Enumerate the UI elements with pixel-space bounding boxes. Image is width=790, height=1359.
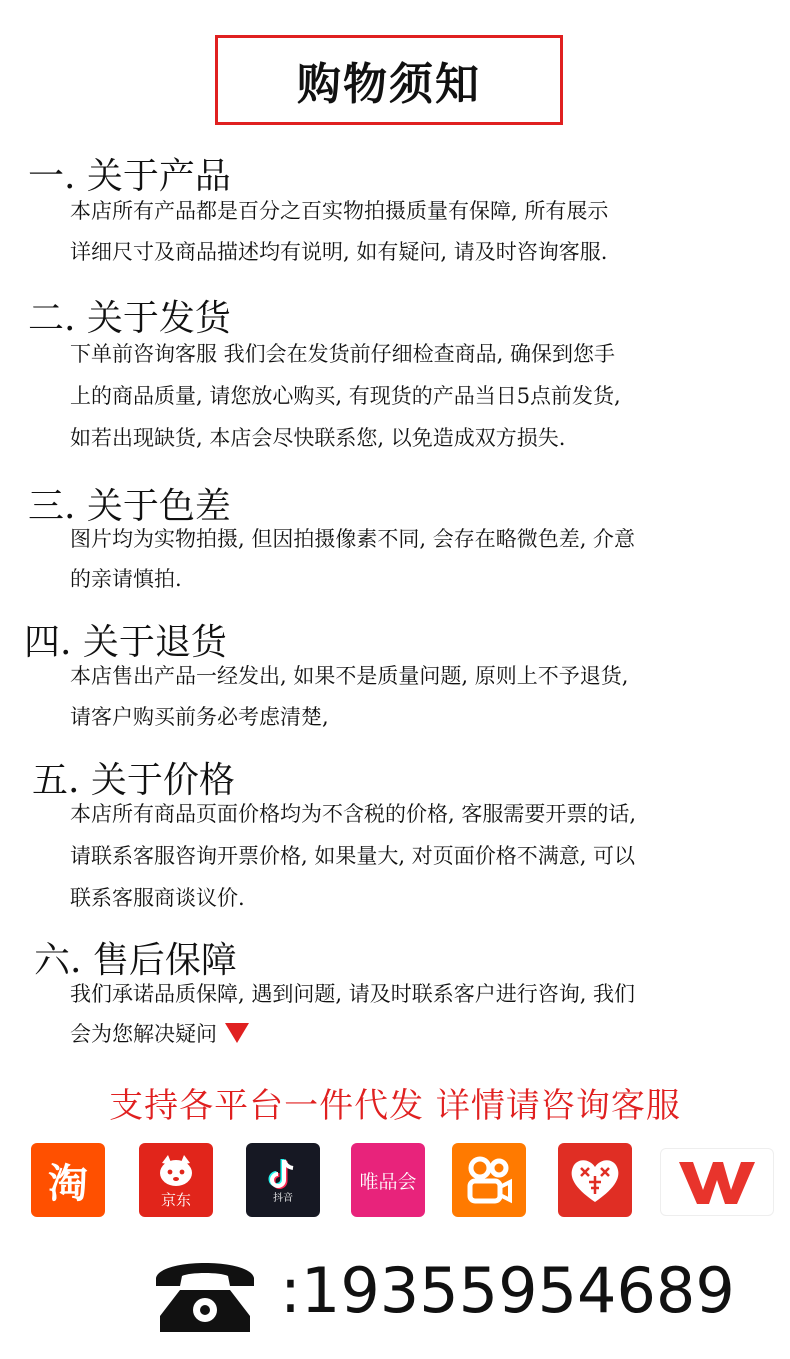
section-line: 本店所有商品页面价格均为不含税的价格, 客服需要开票的话,: [70, 802, 637, 826]
section-heading: 五. 关于价格: [32, 760, 235, 801]
section-heading: 二. 关于发货: [28, 298, 231, 339]
section-heading: 六. 售后保障: [34, 940, 237, 981]
section-line: 图片均为实物拍摄, 但因拍摄像素不同, 会存在略微色差, 介意: [70, 527, 636, 551]
vipshop-icon: [351, 1143, 425, 1217]
pinduoduo-heart-icon: [567, 1154, 623, 1206]
jd-label: 京东: [160, 1190, 191, 1209]
telephone-icon: [150, 1252, 260, 1334]
section-heading: 四. 关于退货: [24, 622, 227, 663]
section-heading: 一. 关于产品: [28, 156, 231, 197]
pinduoduo-icon: [558, 1143, 632, 1217]
phone-contact: [150, 1250, 735, 1340]
douyin-icon: [246, 1143, 320, 1217]
section-line: 我们承诺品质保障, 遇到问题, 请及时联系客户进行咨询, 我们: [70, 982, 636, 1006]
section-line-last: [70, 1018, 249, 1048]
promo-banner: 支持各平台一件代发 详情请咨询客服: [109, 1086, 681, 1126]
section-line: 联系客服商谈议价.: [70, 886, 245, 910]
section-line: 请联系客服咨询开票价格, 如果量大, 对页面价格不满意, 可以: [70, 844, 636, 868]
vipshop-label: 唯品会: [359, 1170, 417, 1193]
jd-icon: [139, 1143, 213, 1217]
section-line: 下单前咨询客服 我们会在发货前仔细检查商品, 确保到您手: [70, 342, 616, 366]
kuaishou-camera-icon: [460, 1151, 518, 1209]
section-line: 本店所有产品都是百分之百实物拍摄质量有保障, 所有展示: [70, 199, 609, 223]
douyin-label: 抖音: [273, 1193, 293, 1204]
section-heading: 三. 关于色差: [28, 486, 231, 527]
wps-w-icon: [669, 1154, 765, 1210]
taobao-label: 淘: [48, 1159, 88, 1207]
wps-icon: [660, 1148, 774, 1216]
section-line: 上的商品质量, 请您放心购买, 有现货的产品当日5点前发货,: [70, 384, 621, 408]
page-title: 购物须知: [297, 59, 481, 110]
section-line-text: 会为您解决疑问: [70, 1022, 217, 1046]
jd-dog-icon: [154, 1153, 198, 1191]
kuaishou-icon: [452, 1143, 526, 1217]
phone-number: :19355954689: [280, 1254, 735, 1327]
section-line: 详细尺寸及商品描述均有说明, 如有疑问, 请及时咨询客服.: [70, 240, 608, 264]
section-line: 请客户购买前务必考虑清楚,: [70, 705, 329, 729]
title-box: [215, 35, 563, 125]
douyin-note-icon: [266, 1156, 300, 1192]
taobao-icon: [31, 1143, 105, 1217]
section-line: 的亲请慎拍.: [70, 567, 182, 591]
section-line: 本店售出产品一经发出, 如果不是质量问题, 原则上不予退货,: [70, 664, 629, 688]
arrow-down-icon: [225, 1023, 249, 1043]
section-line: 如若出现缺货, 本店会尽快联系您, 以免造成双方损失.: [70, 426, 566, 450]
